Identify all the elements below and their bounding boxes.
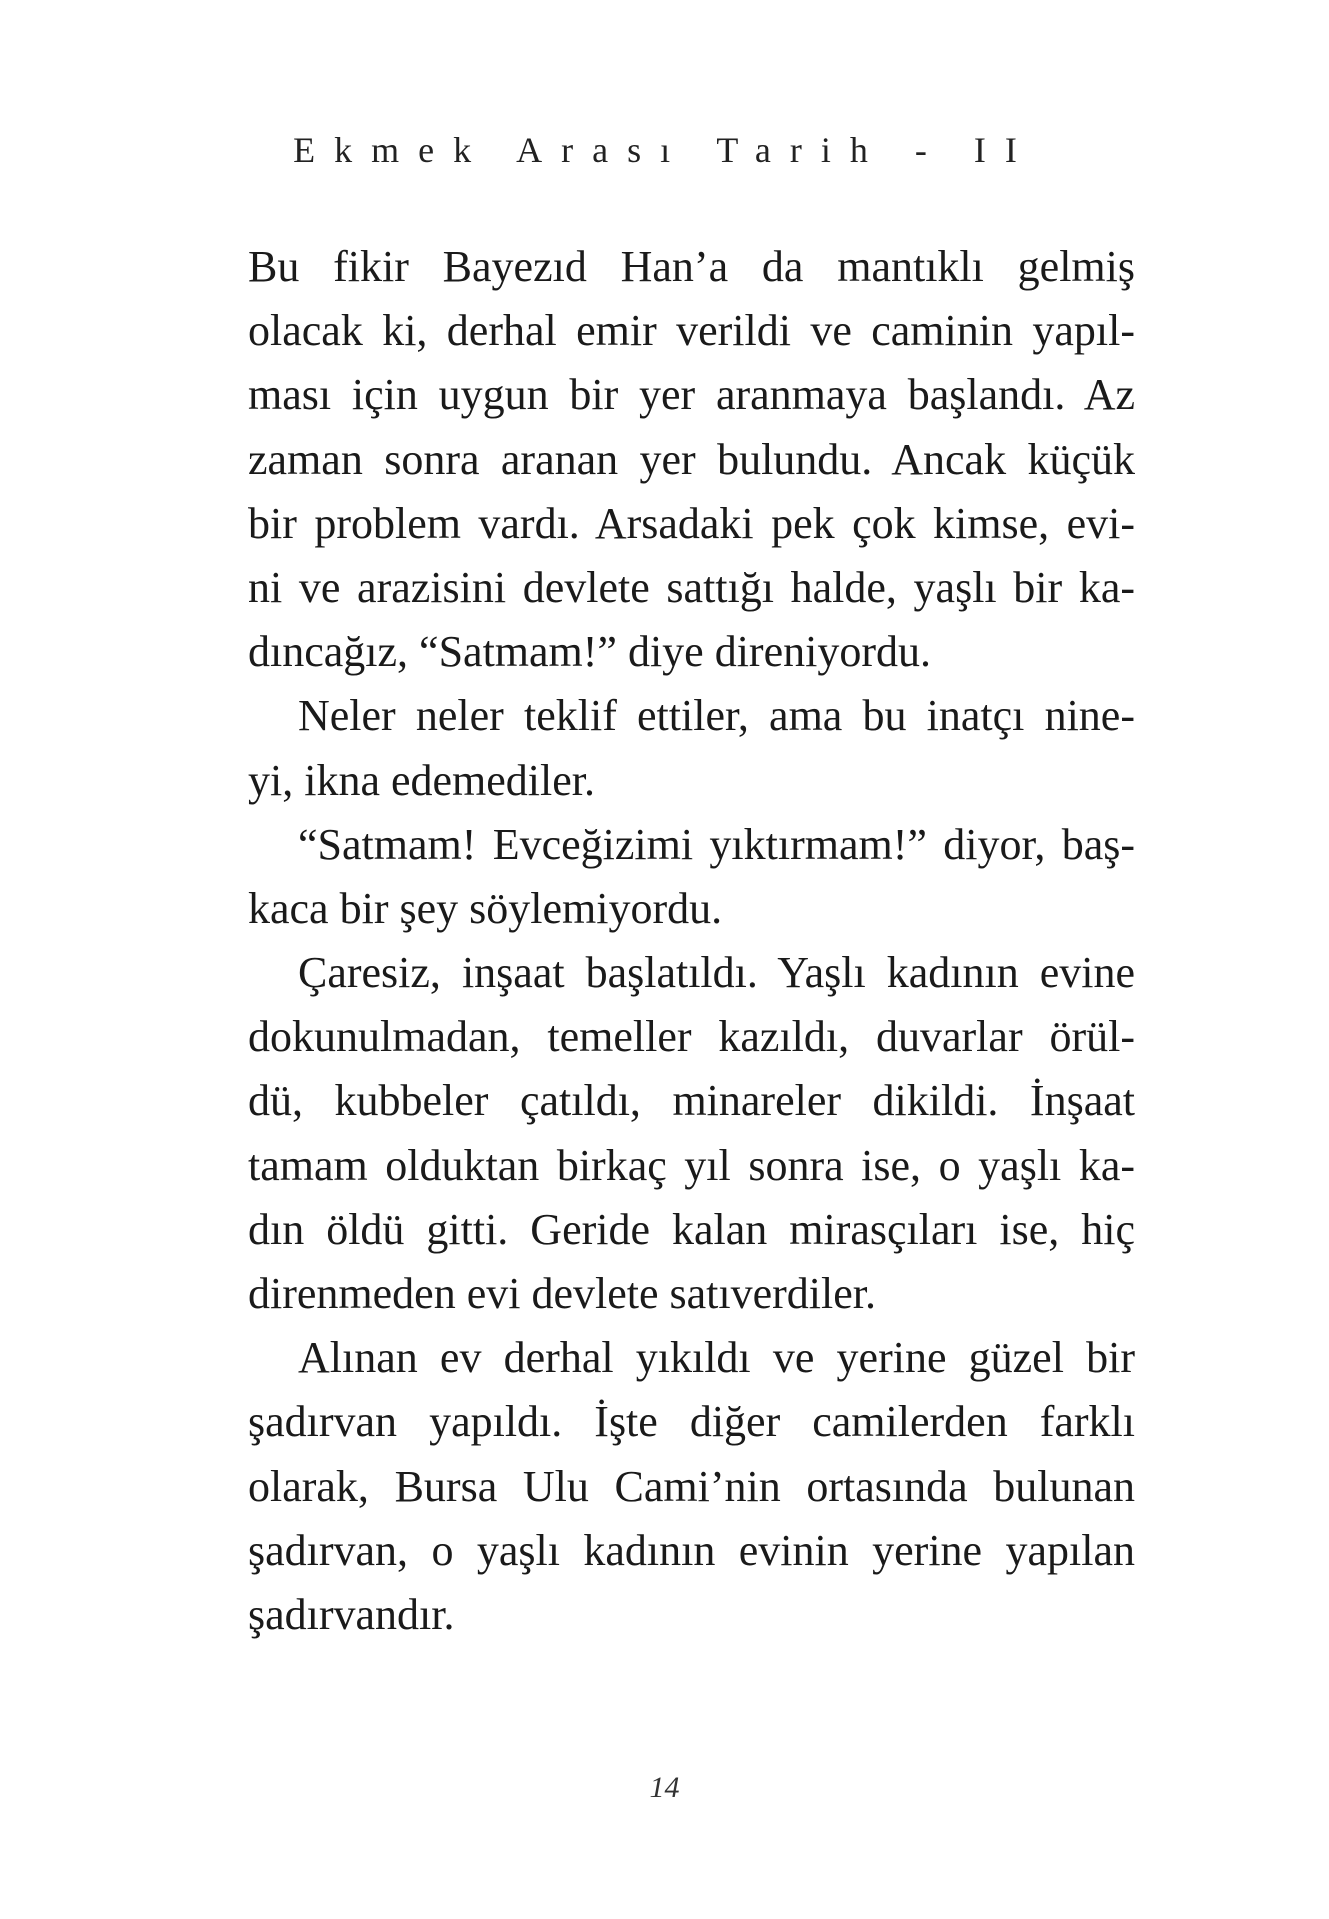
- text-line: Çaresiz, inşaat başlatıldı. Yaşlı kadının evine: [298, 948, 1135, 998]
- text-line: şadırvan yapıldı. İşte diğer camilerden farklı: [248, 1397, 1135, 1447]
- text-line: direnmeden evi devlete satıverdiler.: [248, 1269, 876, 1318]
- text-line: bir problem vardı. Arsadaki pek çok kimse, evi-: [248, 498, 1135, 548]
- text-line: dü, kubbeler çatıldı, minareler dikildi. İnşaat: [248, 1076, 1135, 1126]
- text-line: zaman sonra aranan yer bulundu. Ancak küçük: [248, 434, 1135, 484]
- page-number: 14: [649, 1771, 680, 1804]
- text-line: Bu fikir Bayezıd Han’a da mantıklı gelmiş: [248, 242, 1135, 291]
- text-line: olacak ki, derhal emir verildi ve caminin yapıl-: [248, 306, 1135, 356]
- text-line: Neler neler teklif ettiler, ama bu inatçı nine-: [298, 691, 1135, 741]
- text-line: tamam olduktan birkaç yıl sonra ise, o yaşlı ka-: [248, 1140, 1135, 1190]
- text-line: şadırvan, o yaşlı kadının evinin yerine yapılan: [248, 1525, 1135, 1575]
- text-line: ni ve arazisini devlete sattığı halde, yaşlı bir ka-: [248, 562, 1135, 612]
- text-line: kaca bir şey söylemiyordu.: [248, 883, 723, 933]
- text-line: Alınan ev derhal yıkıldı ve yerine güzel bir: [298, 1333, 1135, 1383]
- text-line: şadırvandır.: [248, 1589, 455, 1639]
- running-header: Ekmek Arası Tarih - II: [293, 130, 1036, 170]
- text-line: dokunulmadan, temeller kazıldı, duvarlar örül-: [248, 1012, 1135, 1062]
- text-line: dın öldü gitti. Geride kalan mirasçıları ise, hiç: [248, 1204, 1135, 1254]
- body-text: [248, 235, 1135, 1647]
- text-line: ması için uygun bir yer aranmaya başlandı. Az: [248, 370, 1135, 420]
- text-line: olarak, Bursa Ulu Cami’nin ortasında bulunan: [248, 1461, 1135, 1511]
- text-line: dıncağız, “Satmam!” diye direniyordu.: [248, 627, 931, 677]
- text-line: yi, ikna edemediler.: [248, 755, 595, 805]
- text-line: “Satmam! Evceğizimi yıktırmam!” diyor, baş-: [298, 819, 1135, 869]
